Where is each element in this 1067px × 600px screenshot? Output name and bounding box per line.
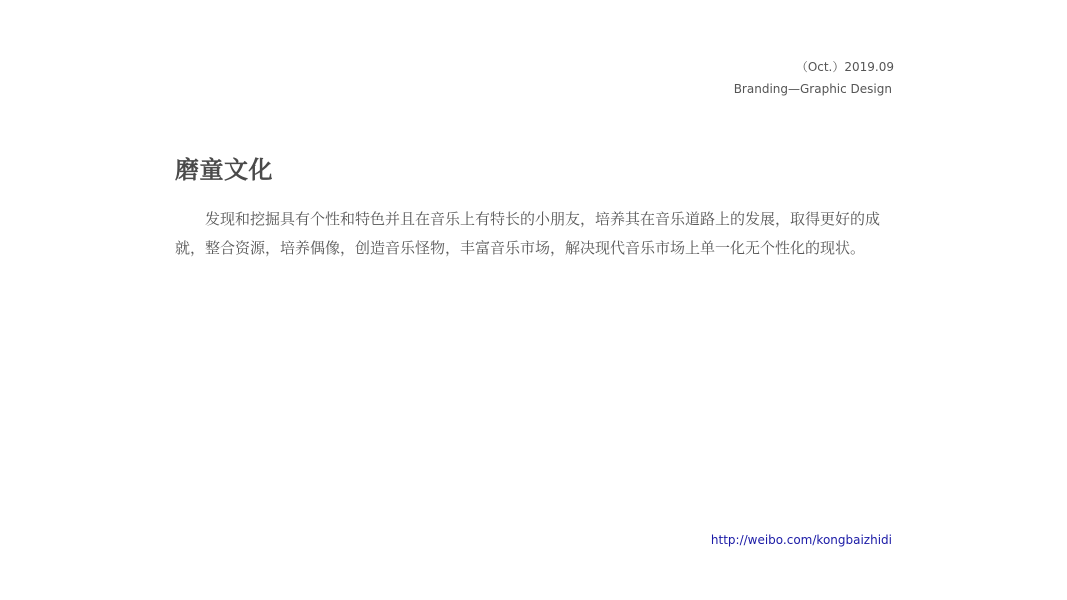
page-title: 磨童文化 (175, 156, 273, 184)
weibo-link[interactable]: http://weibo.com/kongbaizhidi (710, 533, 892, 547)
date-label: （Oct.）2019.09 (795, 60, 894, 74)
category-subtitle: Branding—Graphic Design (733, 82, 892, 96)
description-paragraph: 发现和挖掘具有个性和特色并且在音乐上有特长的小朋友，培养其在音乐道路上的发展，取得更好的成就，整合资源，培养偶像，创造音乐怪物，丰富音乐市场，解决现代音乐市场上单一化无个性化的现状。 (175, 210, 881, 257)
